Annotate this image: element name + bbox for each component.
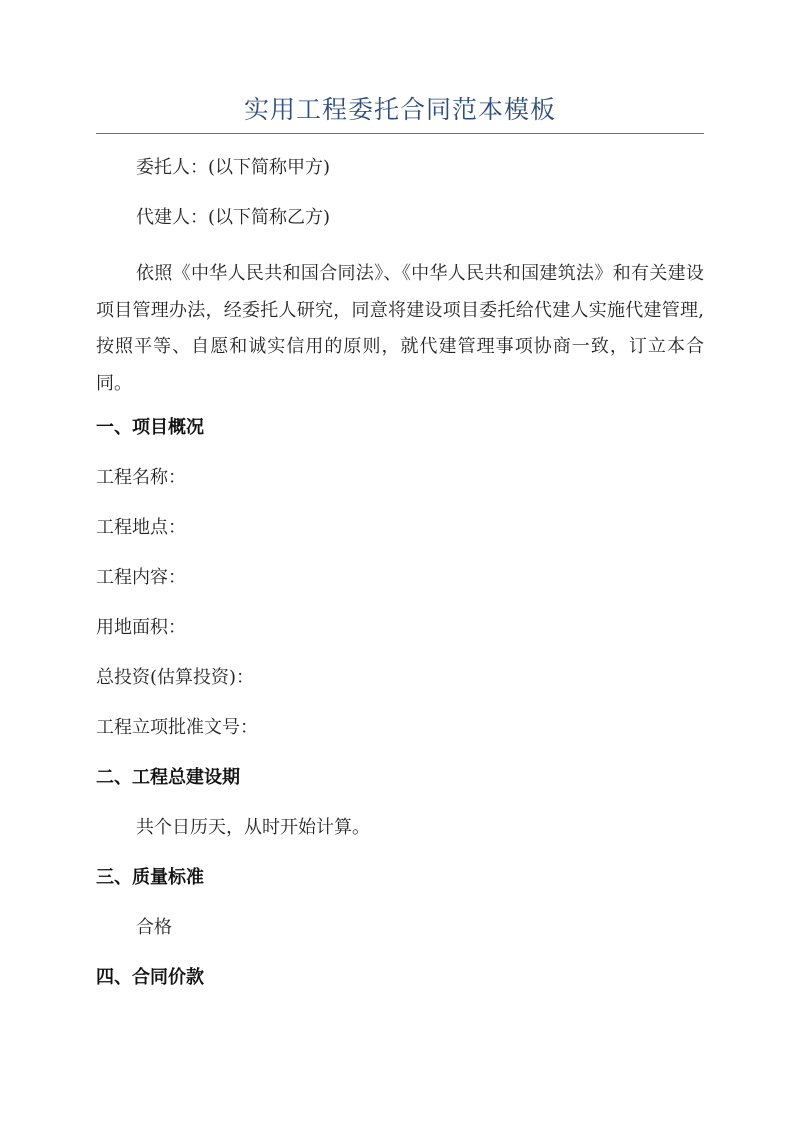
field-project-name: 工程名称： xyxy=(96,467,186,488)
field-land-area: 用地面积： xyxy=(96,617,186,638)
section-heading-quality-standard: 三、质量标准 xyxy=(96,867,204,888)
agent-line: 代建人：(以下简称乙方) xyxy=(136,207,331,228)
document-title: 实用工程委托合同范本模板 xyxy=(243,95,556,124)
section-heading-contract-price: 四、合同价款 xyxy=(96,967,204,988)
title-underline xyxy=(96,133,704,134)
field-total-investment: 总投资(估算投资)： xyxy=(96,667,255,688)
field-project-content: 工程内容： xyxy=(96,567,186,588)
client-line: 委托人：(以下简称甲方) xyxy=(136,157,331,178)
quality-standard-text: 合格 xyxy=(136,917,172,938)
construction-period-text: 共个日历天，从时开始计算。 xyxy=(136,817,370,838)
field-project-location: 工程地点： xyxy=(96,517,186,538)
field-approval-number: 工程立项批准文号： xyxy=(96,717,258,738)
intro-paragraph: 依照《中华人民共和国合同法》、《中华人民共和国建筑法》和有关建设项目管理办法，经委托人研究，同意将建设项目委托给代建人实施代建管理,按照平等、自愿和诚实信用的原则，就代建管理事项协商一致，订立本合同。 xyxy=(96,263,704,394)
section-heading-project-overview: 一、项目概况 xyxy=(96,417,204,438)
section-heading-construction-period: 二、工程总建设期 xyxy=(96,767,240,788)
